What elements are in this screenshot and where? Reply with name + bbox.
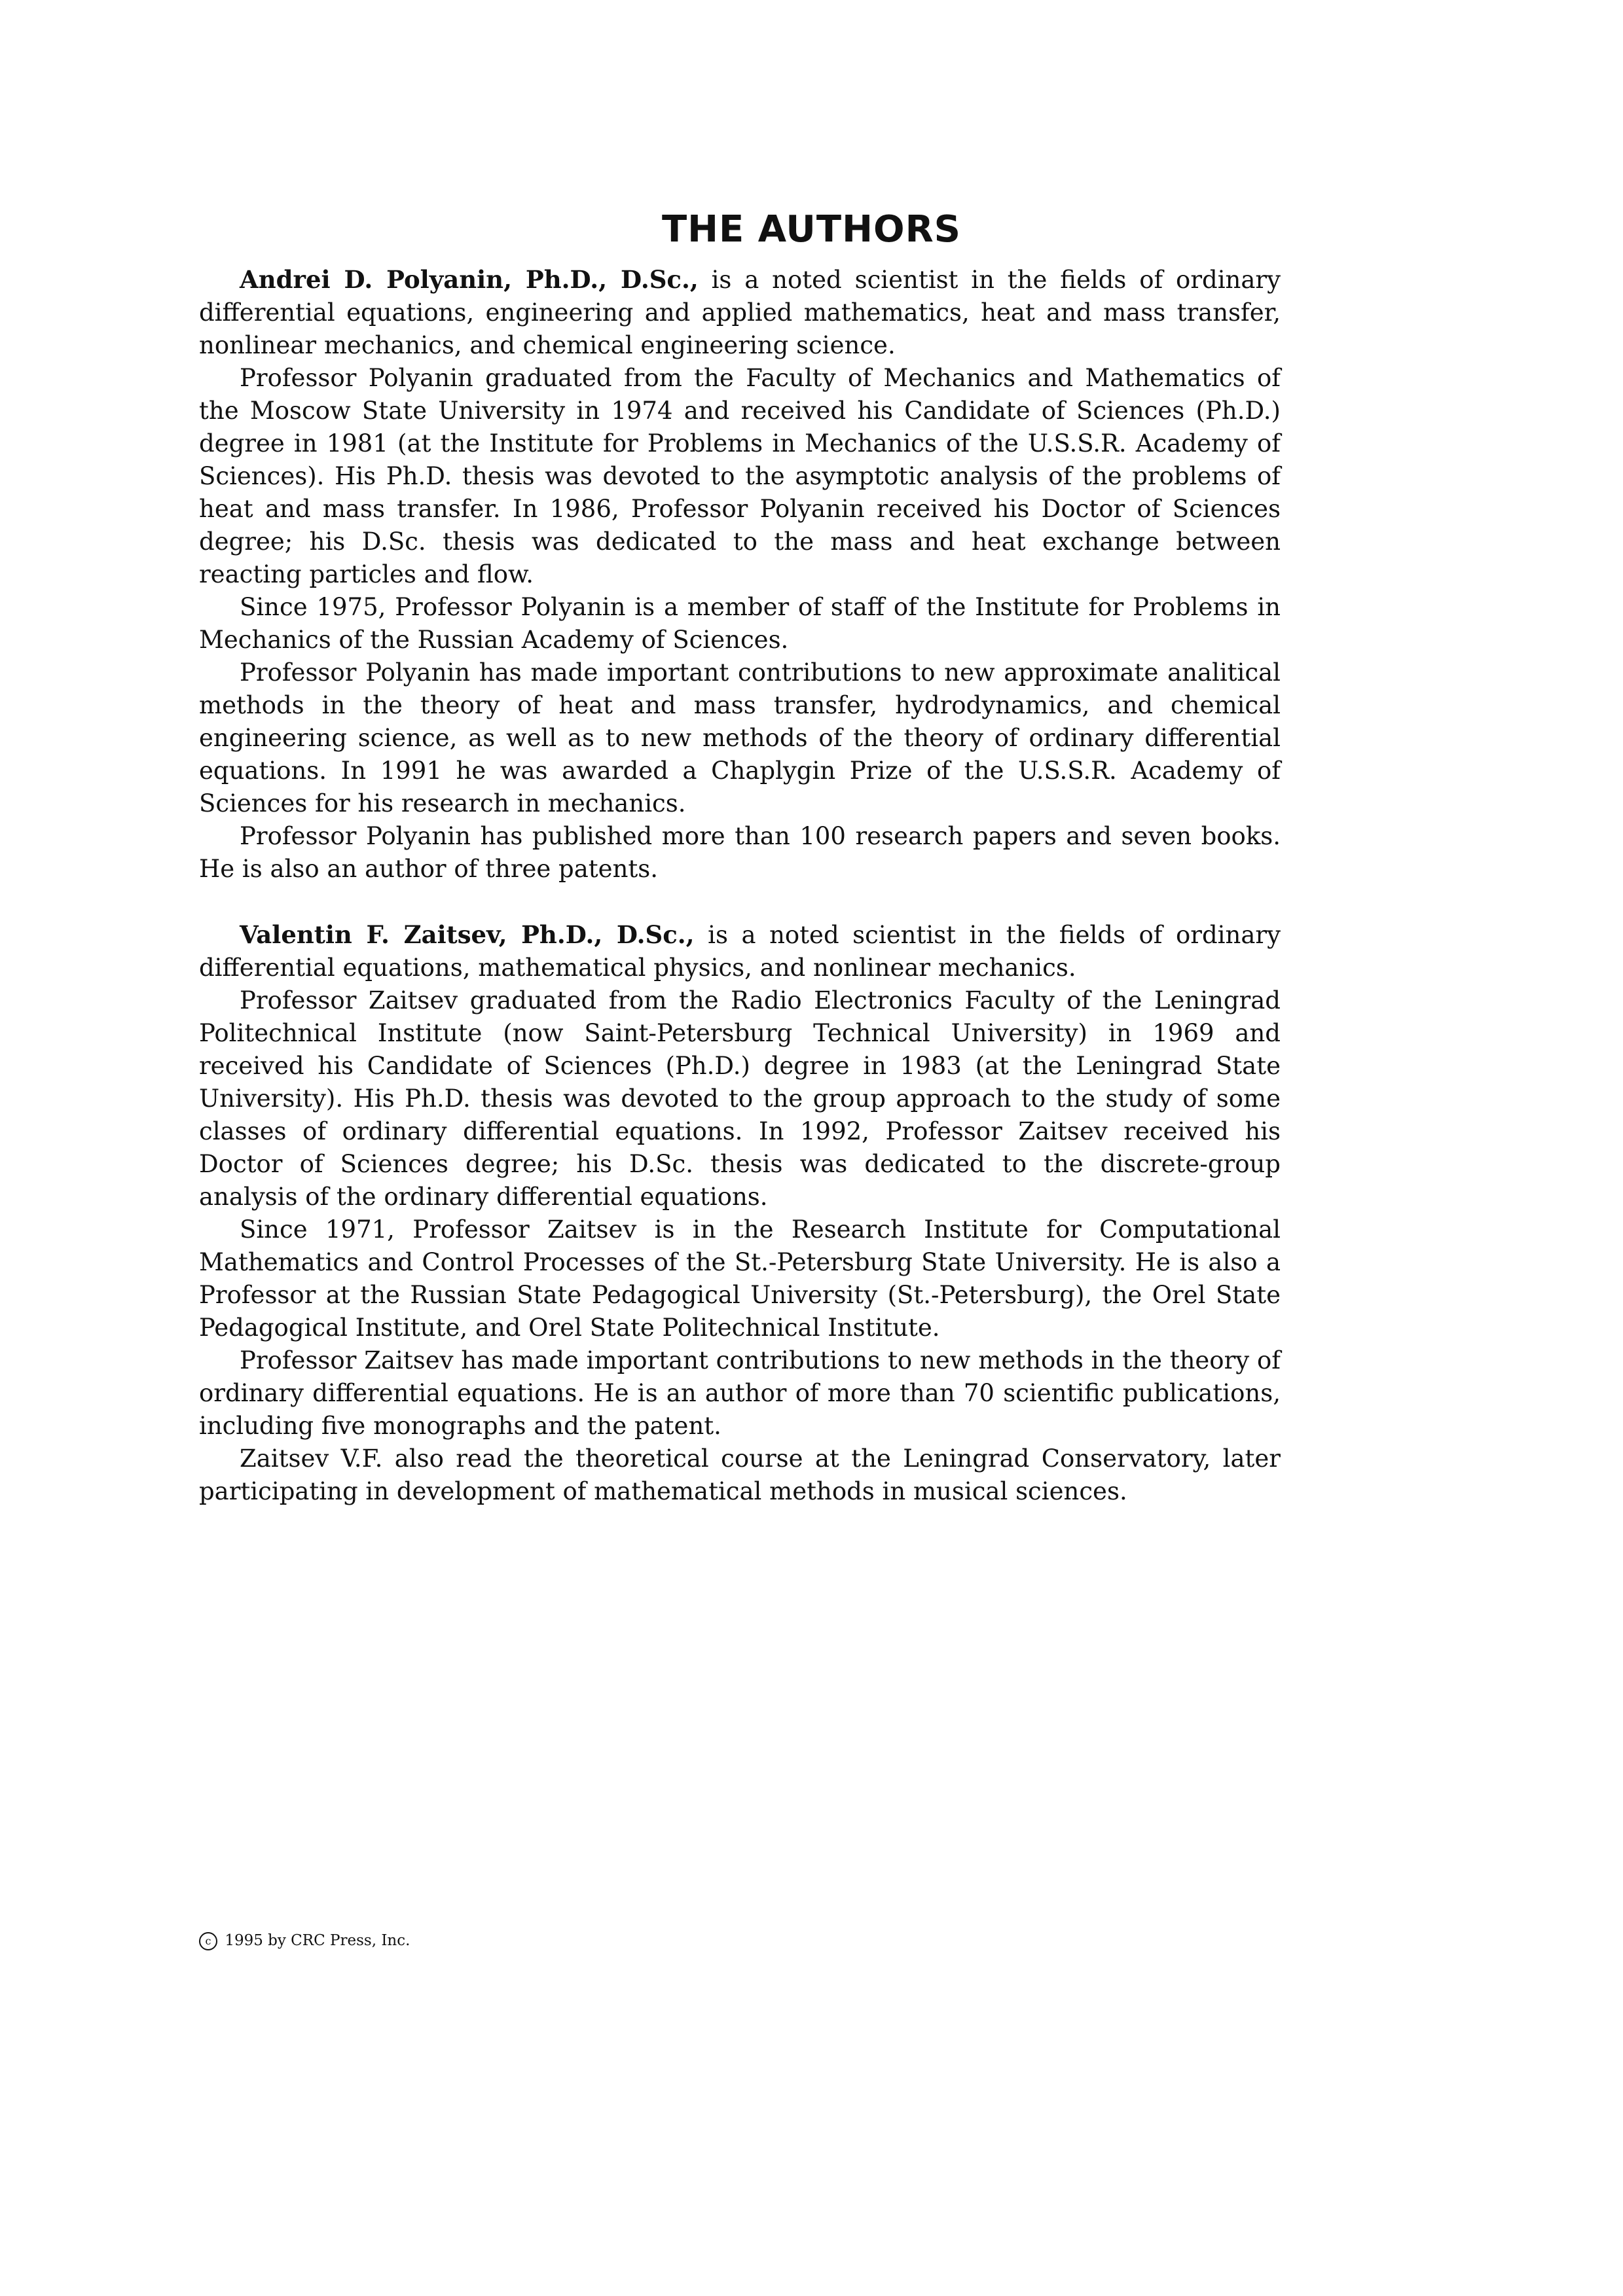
page-title: THE AUTHORS: [661, 207, 962, 251]
copyright-icon: c: [199, 1932, 217, 1950]
author-2-intro-text: is a noted scientist in the fields of ordinary differential equations, mathematical physics, and nonlinear mechanics.: [199, 921, 1281, 982]
author-2-paragraph: Zaitsev V.F. also read the theoretical course at the Leningrad Conservatory, later participating in development of mathematical methods in musical sciences.: [199, 1444, 1281, 1505]
author-1-intro-text: is a noted scientist in the fields of ordinary differential equations, engineering and applied mathematics, heat and mass transfer, nonlinear mechanics, and chemical engineering science.: [199, 266, 1281, 359]
author-1-paragraph: Professor Polyanin has published more than 100 research papers and seven books. He is also an author of three patents.: [199, 822, 1281, 883]
copyright-text: 1995 by CRC Press, Inc.: [225, 1932, 410, 1949]
section-spacer: [199, 886, 1281, 918]
author-1-intro: [199, 263, 1281, 362]
author-2-paragraph: Professor Zaitsev has made important contributions to new methods in the theory of ordinary differential equations. He is an author of more than 70 scientific publications, including five monographs and the patent.: [199, 1346, 1281, 1440]
author-2-paragraph: Since 1971, Professor Zaitsev is in the Research Institute for Computational Mathematics and Control Processes of the St.-Petersburg State University. He is also a Professor at the Russian State Pedagogical University (St.-Petersburg), the Orel State Pedagogical Institute, and Orel State Politechnical Institute.: [199, 1215, 1281, 1342]
author-1-paragraph: Professor Polyanin has made important contributions to new approximate analitical methods in the theory of heat and mass transfer, hydrodynamics, and chemical engineering science, as well as to new methods of the theory of ordinary differential equations. In 1991 he was awarded a Chaplygin Prize of the U.S.S.R. Academy of Sciences for his research in mechanics.: [199, 658, 1281, 817]
author-2-paragraph: Professor Zaitsev graduated from the Radio Electronics Faculty of the Leningrad Politechnical Institute (now Saint-Petersburg Technical University) in 1969 and received his Candidate of Sciences (Ph.D.) degree in 1983 (at the Leningrad State University). His Ph.D. thesis was devoted to the group approach to the study of some classes of ordinary differential equations. In 1992, Professor Zaitsev received his Doctor of Sciences degree; his D.Sc. thesis was dedicated to the discrete-group analysis of the ordinary differential equations.: [199, 986, 1281, 1211]
authors-section: [199, 263, 1281, 1508]
author-1-paragraph: Professor Polyanin graduated from the Faculty of Mechanics and Mathematics of the Moscow State University in 1974 and received his Candidate of Sciences (Ph.D.) degree in 1981 (at the Institute for Problems in Mechanics of the U.S.S.R. Academy of Sciences). His Ph.D. thesis was devoted to the asymptotic analysis of the problems of heat and mass transfer. In 1986, Professor Polyanin received his Doctor of Sciences degree; his D.Sc. thesis was dedicated to the mass and heat exchange between reacting particles and flow.: [199, 364, 1281, 588]
author-1-name: Andrei D. Polyanin, Ph.D., D.Sc.,: [240, 265, 699, 294]
copyright-footer: [199, 1931, 410, 1950]
author-2-intro: [199, 918, 1281, 984]
author-1-paragraph: Since 1975, Professor Polyanin is a member of staff of the Institute for Problems in Mechanics of the Russian Academy of Sciences.: [199, 593, 1281, 654]
author-2-name: Valentin F. Zaitsev, Ph.D., D.Sc.,: [240, 920, 695, 949]
